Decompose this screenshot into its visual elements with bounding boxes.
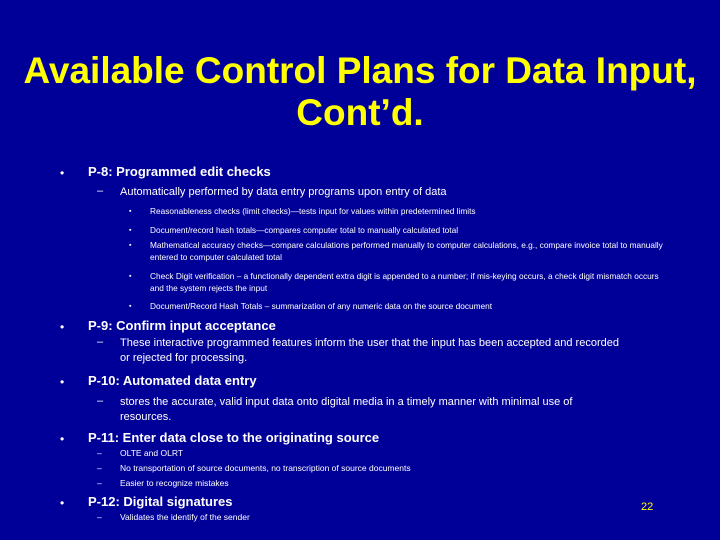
- sub-bullet: ▪: [129, 273, 132, 280]
- p11-item: Easier to recognize mistakes: [120, 478, 229, 488]
- dash: –: [97, 478, 102, 488]
- sub-bullet: ▪: [129, 227, 132, 234]
- dash: –: [97, 448, 102, 458]
- p8-subtext: Automatically performed by data entry programs upon entry of data: [120, 186, 447, 198]
- p12-heading: P-12: Digital signatures: [88, 494, 233, 509]
- p8-item: Document/Record Hash Totals – summarization of any numeric data on the source document: [150, 301, 493, 311]
- bullet: •: [60, 496, 65, 510]
- p9-heading: P-9: Confirm input acceptance: [88, 318, 276, 333]
- page-number: 22: [641, 501, 654, 513]
- bullet: •: [60, 320, 65, 334]
- p11-item: No transportation of source documents, no transcription of source documents: [120, 463, 411, 473]
- bullet: •: [60, 375, 65, 389]
- dash: –: [97, 185, 104, 197]
- slide-title: Available Control Plans for Data Input, Cont’d.: [23, 50, 697, 133]
- dash: –: [97, 395, 104, 407]
- p11-heading: P-11: Enter data close to the originating source: [88, 430, 380, 445]
- sub-bullet: ▪: [129, 242, 132, 249]
- p11-item: OLTE and OLRT: [120, 448, 183, 458]
- bullet: •: [60, 432, 65, 446]
- p10-subtext: stores the accurate, valid input data onto digital media in a timely manner with minimal use of resources.: [120, 396, 573, 423]
- p8-item: Reasonableness checks (limit checks)—tests input for values within predetermined limits: [150, 206, 476, 216]
- dash: –: [97, 336, 104, 348]
- p8-item: Mathematical accuracy checks—compare calculations performed manually to computer calculations, e.g., compare invoice total to manually entered to computer calculated total: [150, 240, 663, 262]
- dash: –: [97, 463, 102, 473]
- dash: –: [97, 512, 102, 522]
- p10-heading: P-10: Automated data entry: [88, 373, 257, 388]
- p8-heading: P-8: Programmed edit checks: [88, 164, 271, 179]
- sub-bullet: ▪: [129, 303, 132, 310]
- p8-item: Document/record hash totals—compares computer total to manually calculated total: [150, 225, 459, 235]
- p12-item: Validates the identify of the sender: [120, 512, 250, 522]
- p8-item: Check Digit verification – a functionally dependent extra digit is appended to a number; if mis-keying occurs, a check digit mismatch occurs and the system rejects the input: [150, 271, 659, 293]
- bullet: •: [60, 166, 65, 180]
- p9-subtext: These interactive programmed features inform the user that the input has been accepted and recorded or rejected for processing.: [120, 337, 619, 364]
- sub-bullet: ▪: [129, 208, 132, 215]
